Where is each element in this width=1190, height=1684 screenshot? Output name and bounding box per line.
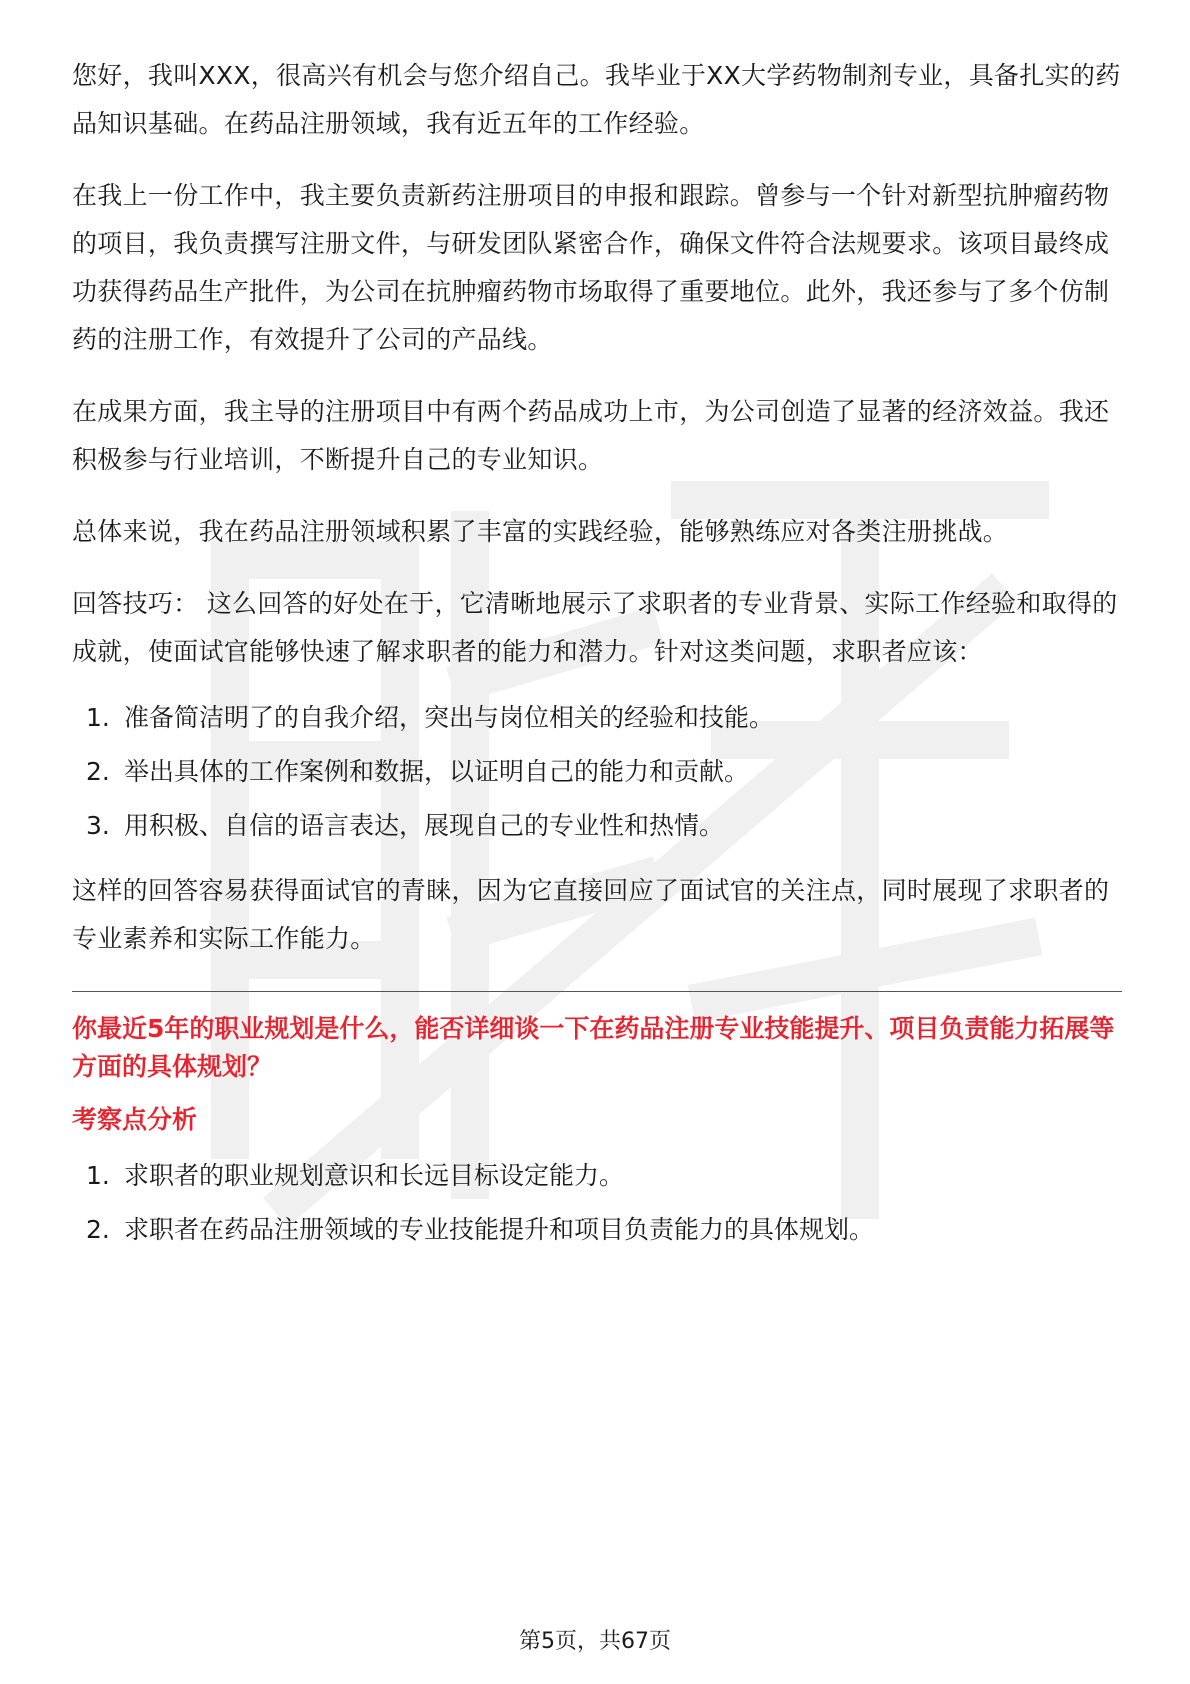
tips-intro-paragraph: 回答技巧： 这么回答的好处在于，它清晰地展示了求职者的专业背景、实际工作经验和取得的成就，使面试官能够快速了解求职者的能力和潜力。针对这类问题，求职者应该： bbox=[72, 589, 1118, 666]
list-item-number: 1. bbox=[86, 1161, 110, 1190]
achievement-paragraph: 在成果方面，我主导的注册项目中有两个药品成功上市，为公司创造了显著的经济效益。我还积极参与行业培训，不断提升自己的专业知识。 bbox=[72, 397, 1110, 474]
tips-list bbox=[72, 700, 1122, 843]
intro-paragraph: 您好，我叫XXX，很高兴有机会与您介绍自己。我毕业于XX大学药物制剂专业，具备扎实的药品知识基础。在药品注册领域，我有近五年的工作经验。 bbox=[72, 61, 1121, 138]
list-item-number: 1. bbox=[86, 703, 110, 732]
list-item-text: 举出具体的工作案例和数据，以证明自己的能力和贡献。 bbox=[124, 757, 750, 786]
list-item bbox=[72, 808, 1122, 843]
closing-paragraph: 这样的回答容易获得面试官的青睐，因为它直接回应了面试官的关注点，同时展现了求职者的专业素养和实际工作能力。 bbox=[72, 876, 1110, 953]
list-item-number: 2. bbox=[86, 1215, 110, 1244]
list-item-text: 准备简洁明了的自我介绍，突出与岗位相关的经验和技能。 bbox=[124, 703, 775, 732]
list-item bbox=[72, 754, 1122, 789]
list-item-text: 求职者在药品注册领域的专业技能提升和项目负责能力的具体规划。 bbox=[124, 1215, 875, 1244]
page-content bbox=[72, 52, 1122, 1271]
analysis-list bbox=[72, 1158, 1122, 1247]
list-item-number: 2. bbox=[86, 757, 110, 786]
page-number: 第5页，共67页 bbox=[519, 1629, 671, 1654]
list-item-number: 3. bbox=[86, 811, 110, 840]
interview-question: 你最近5年的职业规划是什么，能否详细谈一下在药品注册专业技能提升、项目负责能力拓展等方面的具体规划？ bbox=[72, 1014, 1115, 1081]
section-divider bbox=[72, 991, 1122, 992]
list-item bbox=[72, 1212, 1122, 1247]
summary-paragraph: 总体来说，我在药品注册领域积累了丰富的实践经验，能够熟练应对各类注册挑战。 bbox=[72, 517, 1009, 546]
list-item-text: 用积极、自信的语言表达，展现自己的专业性和热情。 bbox=[124, 811, 725, 840]
experience-paragraph: 在我上一份工作中，我主要负责新药注册项目的申报和跟踪。曾参与一个针对新型抗肿瘤药物的项目，我负责撰写注册文件，与研发团队紧密合作，确保文件符合法规要求。该项目最终成功获得药品生产批件，为公司在抗肿瘤药物市场取得了重要地位。此外，我还参与了多个仿制药的注册工作，有效提升了公司的产品线。 bbox=[72, 181, 1110, 354]
list-item bbox=[72, 700, 1122, 735]
analysis-heading: 考察点分析 bbox=[72, 1105, 198, 1134]
list-item bbox=[72, 1158, 1122, 1193]
list-item-text: 求职者的职业规划意识和长远目标设定能力。 bbox=[124, 1161, 625, 1190]
